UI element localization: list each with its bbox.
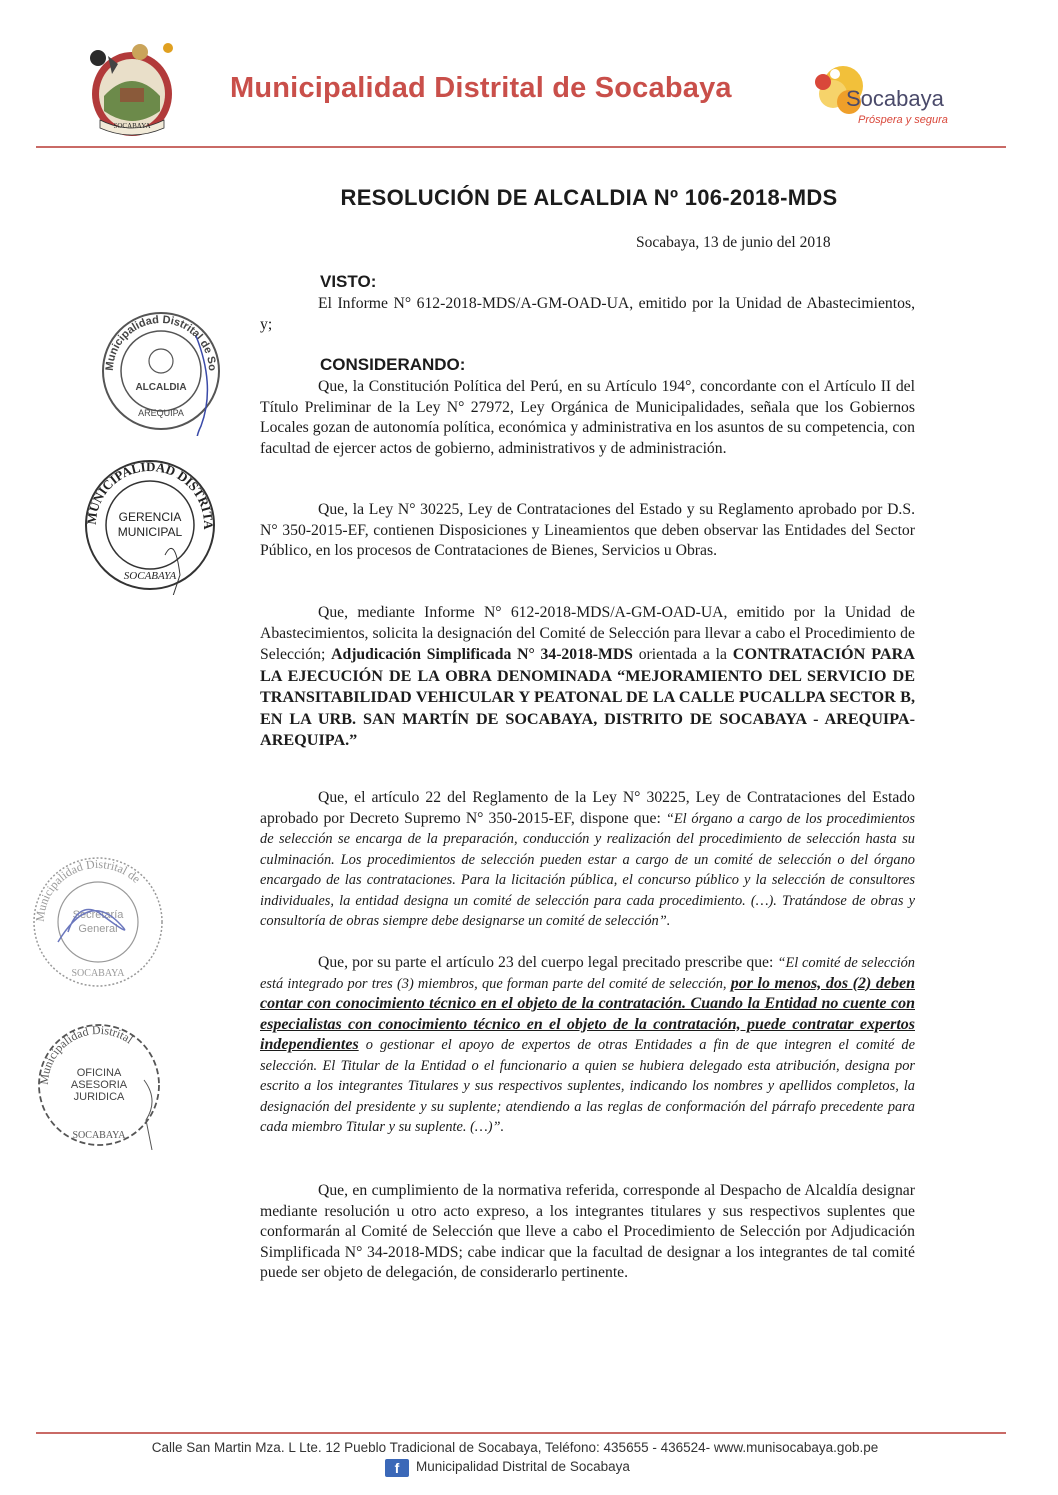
paragraph-6 <box>260 1181 915 1284</box>
asesoria-juridica-stamp <box>34 1020 164 1150</box>
paragraph-1-text: Que, la Constitución Política del Perú, en su Artículo 194°, concordante con el Artículo II del Título Preliminar de la Ley N° 27972, Ley Orgánica de Municipalidades, señala que los Gobiernos Locales gozan de autonomía política, económica y administrativa en los asuntos de su competencia, con facultad de ejercer actos de gobierno, administrativos y de administración. <box>260 378 915 457</box>
considerando-heading: CONSIDERANDO: <box>320 355 466 374</box>
paragraph-3-intro: Que, mediante Informe N° 612-2018-MDS/A-GM-OAD-UA, emitido por la Unidad de Abastecimientos, solicita la designación del Comité de Selección para llevar a cabo el Procedimiento de Selección; <box>260 604 915 663</box>
alcaldia-stamp <box>96 306 226 436</box>
svg-text:ALCALDIA: ALCALDIA <box>135 382 187 393</box>
article-23-emphasis: por lo menos, dos (2) deben contar con conocimiento técnico en el objeto de la contratación. Cuando la Entidad no cuente con especialistas con conocimiento técnico en el objeto de la contratación, puede contratar expertos independientes <box>260 974 915 1053</box>
facebook-icon: f <box>385 1459 409 1477</box>
article-23-quote-end: o gestionar el apoyo de expertos de otras Entidades a fin de que integren el comité de selección. El Titular de la Entidad o el funcionario a quien se hubiera delegado esta atribución, designa por escrito a los integrantes Titulares y sus respectivos suplentes, indicando los nombres y apellidos completos, la designación del presidente y su suplente; atendiendo a las reglas de conformación del párrafo precedente para cada miembro Titular y su suplente. (…)”. <box>260 1037 915 1135</box>
paragraph-5-intro: Que, por su parte el artículo 23 del cuerpo legal precitado prescribe que: <box>318 954 778 971</box>
document-date: Socabaya, 13 de junio del 2018 <box>636 234 831 251</box>
article-23-quote-start: “El comité de selección está integrado por tres (3) miembros, que forman parte del comité de selección, <box>260 955 915 992</box>
brand-tagline: Próspera y segura <box>858 114 948 126</box>
svg-text:Municipalidad Distrital: Municipalidad Distrital <box>36 1022 136 1086</box>
paragraph-5 <box>260 953 915 1138</box>
adjudicacion-reference: Adjudicación Simplificada N° 34-2018-MDS <box>331 646 633 663</box>
svg-text:GERENCIA: GERENCIA <box>118 510 182 524</box>
svg-text:MUNICIPALIDAD DISTRITAL: MUNICIPALIDAD DISTRITA <box>83 458 217 530</box>
header-divider <box>36 146 1006 148</box>
svg-text:SOCABAYA: SOCABAYA <box>71 968 125 979</box>
svg-text:SOCABAYA: SOCABAYA <box>72 1130 126 1141</box>
paragraph-3 <box>260 603 915 752</box>
visto-text <box>260 294 915 335</box>
gerencia-municipal-stamp <box>80 455 220 595</box>
obra-title: CONTRATACIÓN PARA LA EJECUCIÓN DE LA OBRA DENOMINADA “MEJORAMIENTO DEL SERVICIO DE TRANSITABILIDAD VEHICULAR Y PEATONAL DE LA CALLE PUCALLPA SECTOR B, EN LA URB. SAN MARTÍN DE SOCABAYA, DISTRITO DE SOCABAYA - AREQUIPA-AREQUIPA.” <box>260 645 915 749</box>
visto-heading: VISTO: <box>320 272 377 291</box>
paragraph-2 <box>260 500 915 562</box>
svg-text:SOCABAYA: SOCABAYA <box>123 570 177 582</box>
paragraph-1 <box>260 377 915 459</box>
paragraph-6-text: Que, en cumplimiento de la normativa referida, corresponde al Despacho de Alcaldía designar mediante resolución u otro acto expreso, a los integrantes titulares y sus respectivos suplentes que conformarán al Comité de Selección que lleve a cabo el Procedimiento de Selección por Adjudicación Simplificada N° 34-2018-MDS; cabe indicar que la facultad de designar a los integrantes de tal comité puede ser objeto de delegación, de considerarlo pertinente. <box>260 1182 915 1281</box>
footer-facebook-label: Municipalidad Distrital de Socabaya <box>416 1459 630 1474</box>
footer-divider <box>36 1432 1006 1434</box>
svg-text:Secretaría: Secretaría <box>72 909 124 921</box>
svg-text:AREQUIPA: AREQUIPA <box>138 408 184 418</box>
header-title: Municipalidad Distrital de Socabaya <box>230 72 732 104</box>
svg-text:Municipalidad Distrital de Soc: Municipalidad Distrital de So <box>103 313 219 372</box>
footer-address: Calle San Martin Mza. L Lte. 12 Pueblo Tradicional de Socabaya, Teléfono: 435655 - 436524- www.munisocabaya.gob.pe <box>151 1440 879 1455</box>
secretaria-general-stamp <box>28 852 168 992</box>
svg-text:General: General <box>78 923 118 935</box>
visto-text-content: El Informe N° 612-2018-MDS/A-GM-OAD-UA, emitido por la Unidad de Abastecimientos, y; <box>260 295 915 333</box>
svg-text:JURIDICA: JURIDICA <box>73 1091 125 1103</box>
paragraph-3-connector: orientada a la <box>632 646 733 663</box>
resolution-title: RESOLUCIÓN DE ALCALDIA Nº 106-2018-MDS <box>340 185 838 210</box>
municipal-crest-logo <box>80 36 185 141</box>
svg-text:ASESORIA: ASESORIA <box>70 1079 128 1091</box>
article-22-quote: “El órgano a cargo de los procedimientos de selección se encarga de la preparación, conducción y realización del procedimiento de selección hasta su culminación. Los procedimientos de selección pueden estar a cargo de un comité de selección o del órgano encargado de las contrataciones. Para la licitación pública, el concurso público y la selección de consultores individuales, la entidad designa un comité de selección para cada procedimiento. (…). Tratándose de obras y consultoría de obras siempre debe designarse un comité de selección”. <box>260 810 915 929</box>
paragraph-4-intro: Que, el artículo 22 del Reglamento de la Ley N° 30225, Ley de Contrataciones del Estado aprobado por Decreto Supremo N° 350-2015-EF, dispone que: <box>260 789 915 827</box>
paragraph-4 <box>260 788 915 932</box>
svg-text:MUNICIPAL: MUNICIPAL <box>117 525 183 539</box>
svg-text:Municipalidad Distrital de: Municipalidad Distrital de <box>32 856 144 923</box>
brand-name: Socabaya <box>846 86 944 111</box>
paragraph-2-text: Que, la Ley N° 30225, Ley de Contrataciones del Estado y su Reglamento aprobado por D.S. N° 350-2015-EF, contienen Disposiciones y Lineamientos que deben observar las Entidades del Sector Público, en los procesos de Contrataciones de Bienes, Servicios u Obras. <box>260 501 915 559</box>
svg-text:SOCABAYA: SOCABAYA <box>113 122 151 130</box>
svg-text:OFICINA: OFICINA <box>76 1067 122 1079</box>
